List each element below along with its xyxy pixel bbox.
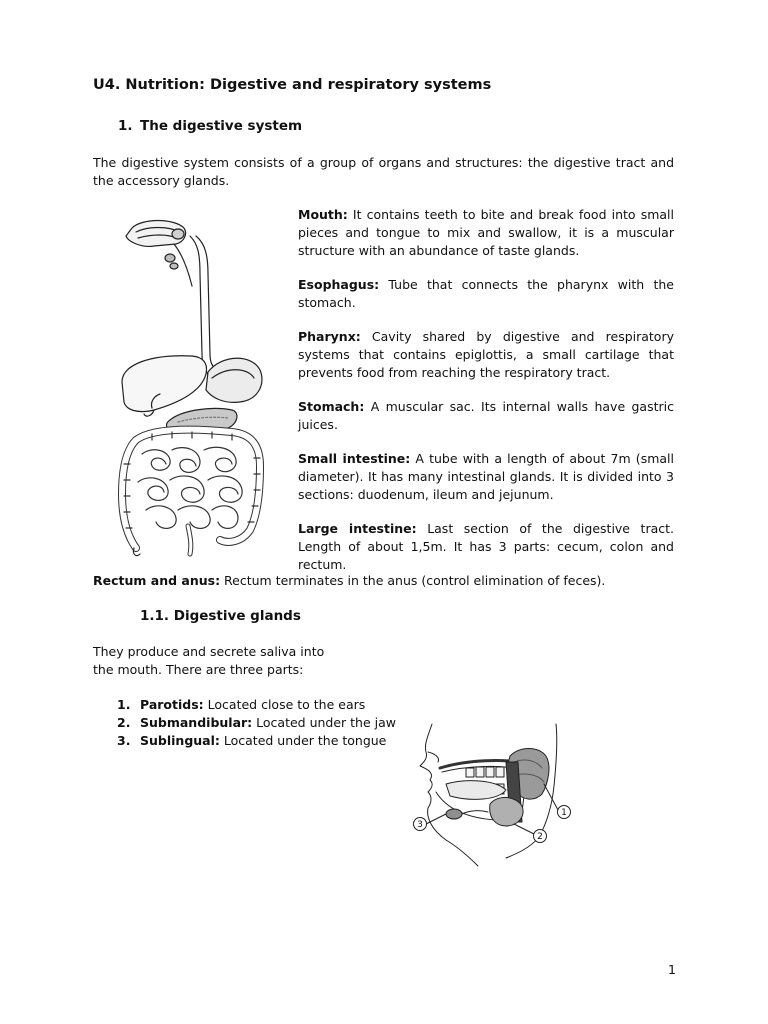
glands-intro-line: They produce and secrete saliva into [93,644,325,659]
definition-text: Rectum terminates in the anus (control elimination of feces). [220,573,606,588]
definition-text: Tube that connects the pharynx with the stomach. [298,277,674,310]
definition-stomach [298,398,674,434]
definition-term: Small intestine: [298,451,411,466]
esophagus [190,236,208,374]
digestive-system-illustration [112,214,272,559]
gland-text: Located under the jaw [252,715,396,730]
definition-esophagus [298,276,674,312]
submandibular-gland [490,797,523,826]
glands-intro-line: the mouth. There are three parts: [93,662,304,677]
gland-term: Parotids: [140,697,204,712]
gland-text: Located under the tongue [219,733,387,748]
small-intestine [138,447,242,528]
definition-pharynx [298,328,674,382]
gland-term: Submandibular: [140,715,253,730]
callout-label: 2 [537,832,543,842]
definition-text: It contains teeth to bite and break food into small pieces and tongue to mix and swallow, it is a muscular structure with an abundance of taste glands. [298,207,674,258]
sublingual-gland [446,809,462,819]
list-item [117,732,396,750]
list-item [117,696,396,714]
section-heading-text: The digestive system [140,118,303,134]
organ-definitions [298,206,674,590]
definition-term: Large intestine: [298,521,417,536]
definition-term: Rectum and anus: [93,573,221,588]
definition-text: Last section of the digestive tract. Length of about 1,5m. It has 3 parts: cecum, colon and rectum. [298,521,674,572]
definition-mouth [298,206,674,260]
list-number: 3. [117,733,131,748]
list-number: 1. [117,697,131,712]
list-number: 2. [117,715,131,730]
callout-label: 1 [561,808,567,818]
gland-text: Located close to the ears [203,697,366,712]
section-heading-digestive-system [118,118,302,134]
stomach [206,358,262,402]
definition-term: Pharynx: [298,329,361,344]
intro-paragraph: The digestive system consists of a group of organs and structures: the digestive tract and the accessory glands. [93,155,674,188]
definition-rectum-anus [93,572,605,590]
definition-text: A tube with a length of about 7m (small diameter). It has many intestinal glands. It is divided into 3 sections: duodenum, ileum and jejunum. [298,451,674,502]
callout-label: 3 [417,820,423,830]
page-number: 1 [668,962,676,977]
definition-large-intestine [298,520,674,574]
salivary-glands-illustration [406,722,578,867]
gland-term: Sublingual: [140,733,220,748]
definition-term: Esophagus: [298,277,380,292]
gland-list [117,696,396,750]
definition-text: A muscular sac. Its internal walls have gastric juices. [298,399,674,432]
definition-term: Stomach: [298,399,365,414]
definition-text: Cavity shared by digestive and respiratory systems that contains epiglottis, a small cartilage that prevents food from reaching the respiratory tract. [298,329,674,380]
glands-intro-paragraph [93,643,333,679]
subsection-heading-digestive-glands: 1.1. Digestive glands [140,608,301,624]
page-title: U4. Nutrition: Digestive and respiratory systems [93,77,492,93]
tongue [446,781,506,800]
upper-teeth [466,767,504,777]
definition-small-intestine [298,450,674,504]
list-item [117,714,396,732]
definition-term: Mouth: [298,207,348,222]
liver [122,356,206,412]
section-number: 1. [118,118,133,134]
